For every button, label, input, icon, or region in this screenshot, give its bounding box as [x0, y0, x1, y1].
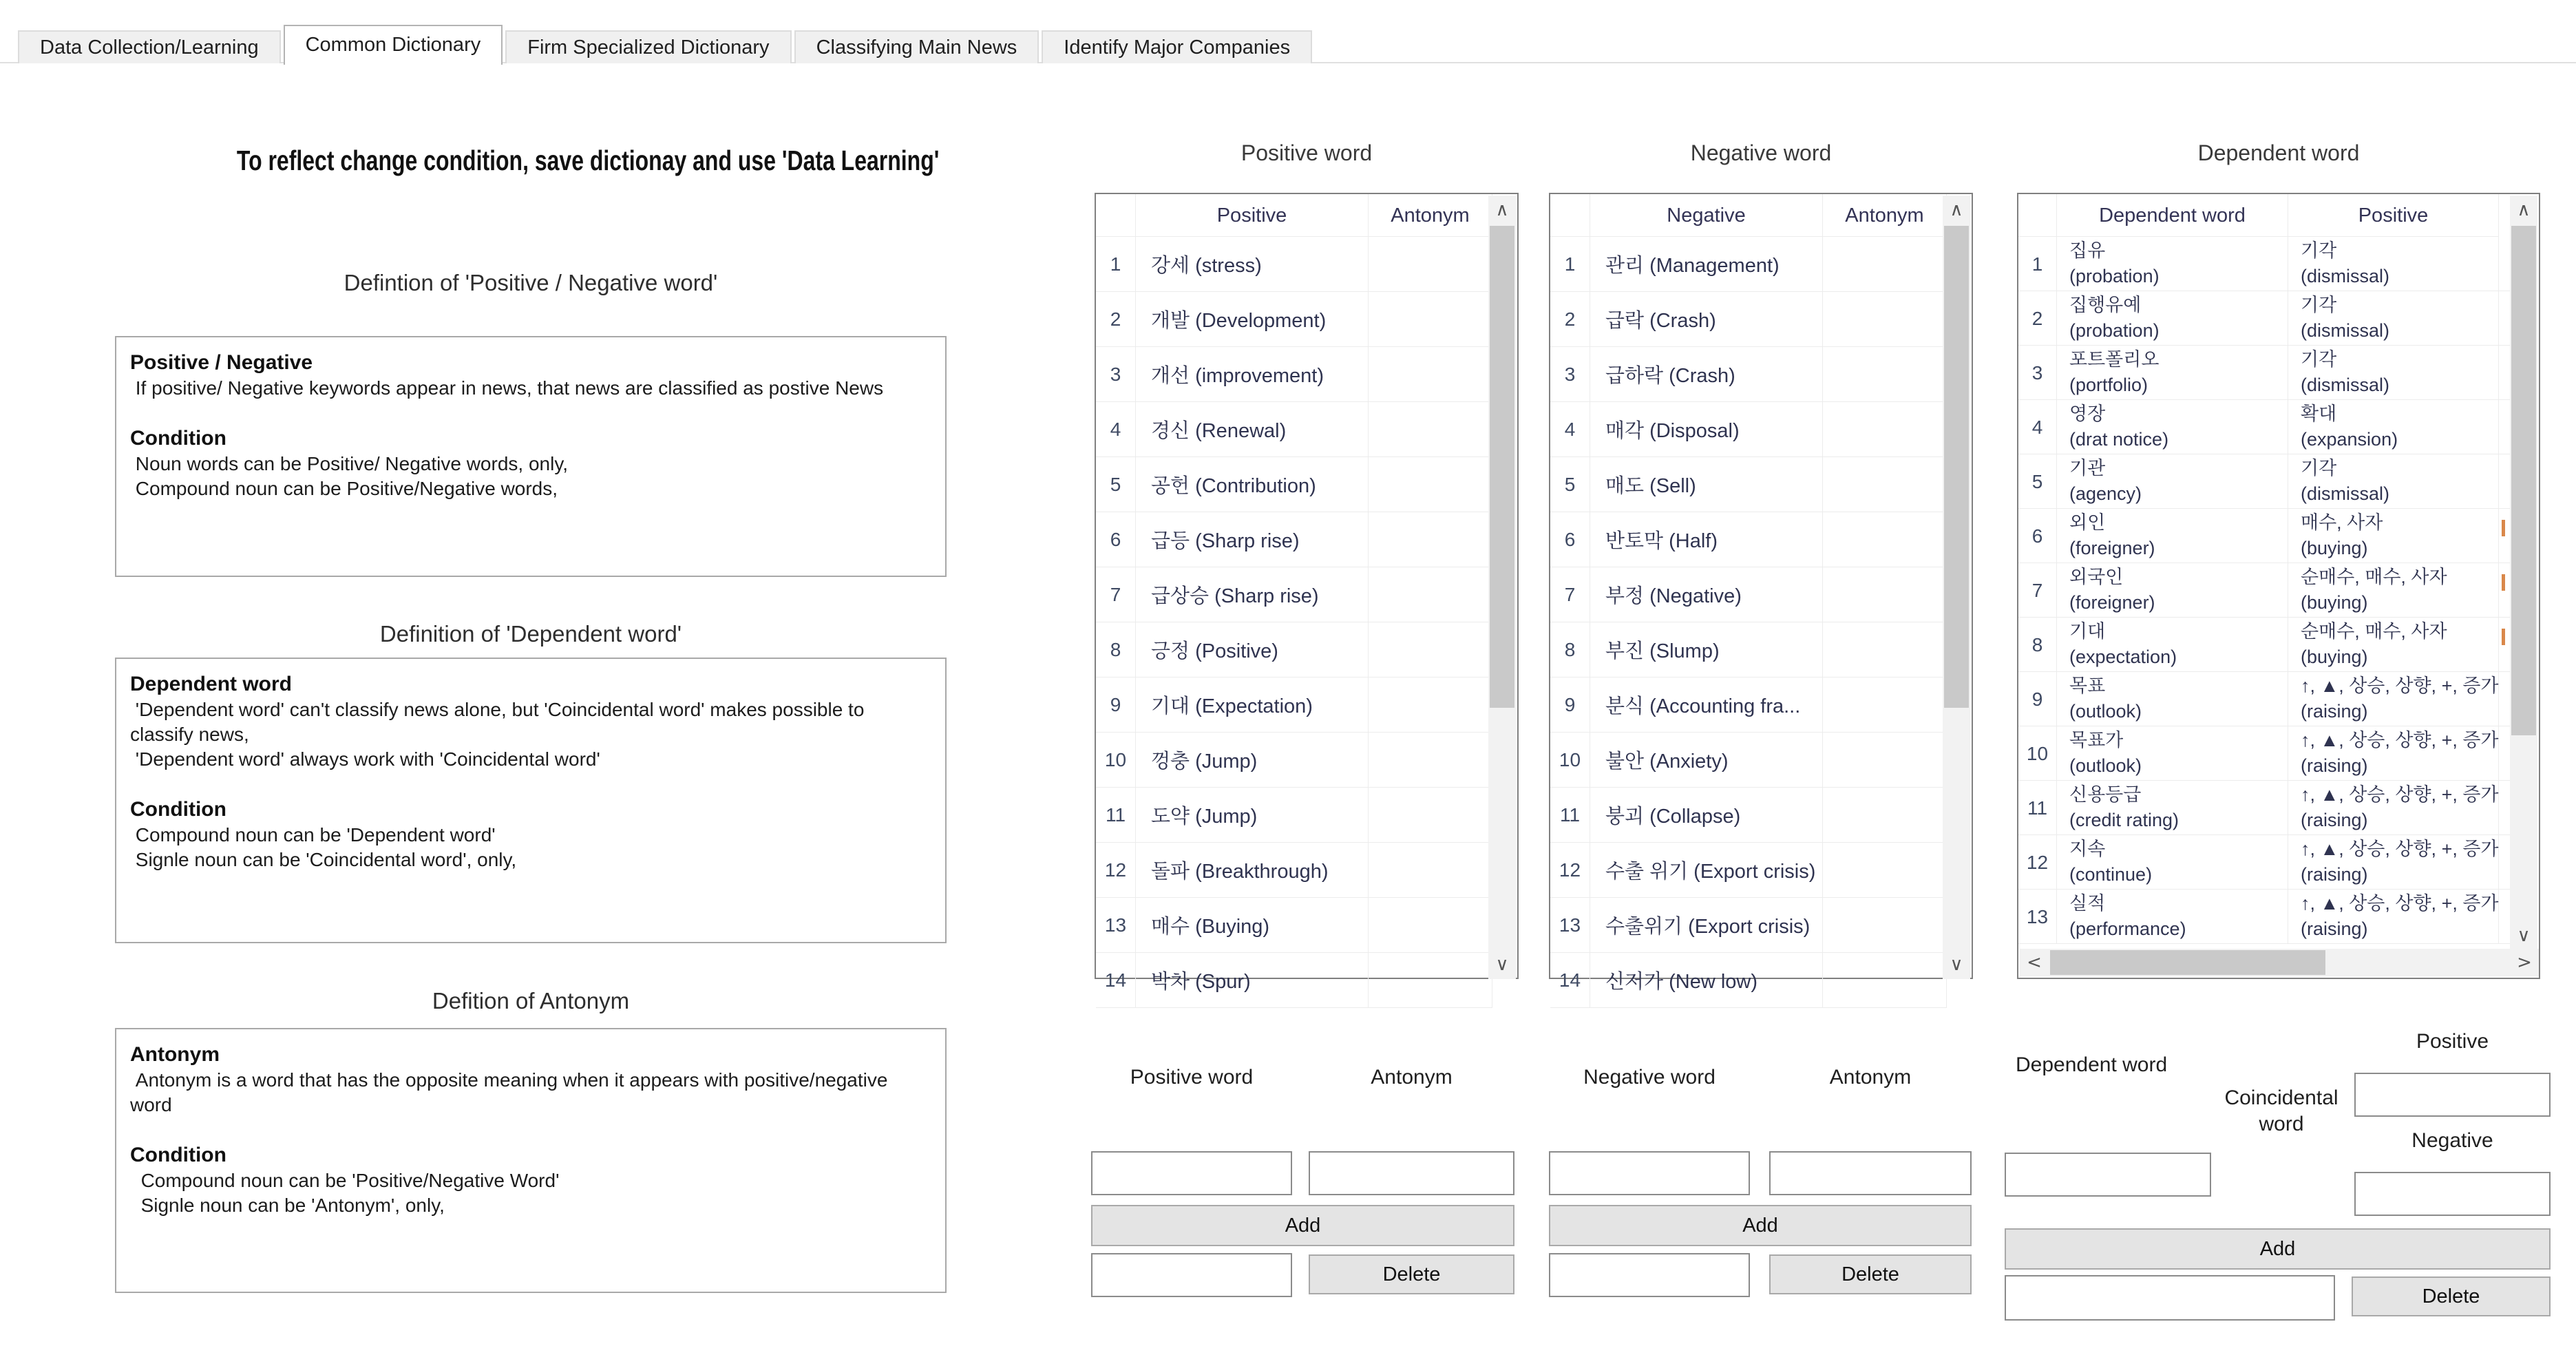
antonym-cell [1823, 622, 1947, 677]
dependent-word-panel-title: Dependent word [2197, 140, 2360, 165]
row-number-column-header[interactable] [1550, 194, 1590, 237]
row-number: 14 [1550, 953, 1590, 1008]
table-row[interactable] [1550, 237, 1972, 292]
positive-cell: 순매수, 매수, 사자 (buying) [2288, 618, 2499, 672]
positive-cell: ↑, ▲, 상승, 상향, +, 증가 (raising) [2288, 781, 2499, 835]
definition-line: Noun words can be Positive/ Negative words, only, [130, 453, 569, 474]
positive-negative-definition-box [115, 336, 947, 577]
definition-block-title: Antonym [130, 1043, 220, 1066]
scrollbar-down-button[interactable]: ∨ [1943, 950, 1970, 979]
table-row[interactable] [1096, 898, 1517, 953]
positive-cell: 확대 (expansion) [2288, 400, 2499, 454]
word-cell: 긍정 (Positive) [1136, 622, 1369, 677]
dependent-add-button[interactable]: Add [2005, 1228, 2551, 1270]
antonym-cell [1823, 898, 1947, 953]
scrollbar-up-button[interactable]: ∧ [2510, 196, 2537, 224]
definition-line: Antonym is a word that has the opposite meaning when it appears with positive/negative word [130, 1069, 894, 1115]
table-row[interactable] [1550, 512, 1972, 567]
scrollbar-up-button[interactable]: ∧ [1943, 196, 1970, 224]
antonym-cell [1369, 567, 1492, 622]
definition-line: 'Dependent word' always work with 'Coincidental word' [130, 748, 600, 770]
antonym-cell [1369, 843, 1492, 898]
table-row[interactable] [2018, 618, 2539, 672]
antonym-definition-heading: Defition of Antonym [432, 988, 630, 1013]
negative-column-header[interactable]: Negative [1590, 194, 1823, 237]
row-number: 1 [1096, 237, 1136, 292]
word-cell: 부진 (Slump) [1590, 622, 1823, 677]
definition-block-title: Condition [130, 1144, 226, 1166]
word-cell: 분식 (Accounting fra... [1590, 677, 1823, 733]
word-cell: 급상승 (Sharp rise) [1136, 567, 1369, 622]
word-cell: 개선 (improvement) [1136, 347, 1369, 402]
antonym-cell [1823, 788, 1947, 843]
row-number: 9 [2018, 672, 2057, 726]
dependent-positive-input[interactable] [2354, 1073, 2551, 1117]
antonym-cell [1369, 677, 1492, 733]
scrollbar-thumb[interactable] [1944, 226, 1969, 708]
definition-block-title: Condition [130, 798, 226, 821]
positive-cell: 매수, 사자 (buying) [2288, 509, 2499, 563]
row-number: 14 [1096, 953, 1136, 1008]
dependent-word-cell: 영장 (drat notice) [2057, 400, 2288, 454]
row-number-column-header[interactable] [1096, 194, 1136, 237]
row-number: 11 [2018, 781, 2057, 835]
positive-cell: 기각 (dismissal) [2288, 291, 2499, 346]
table-row[interactable] [1550, 733, 1972, 788]
row-number: 8 [2018, 618, 2057, 672]
antonym-cell [1823, 843, 1947, 898]
row-number: 12 [2018, 835, 2057, 890]
word-cell: 강세 (stress) [1136, 237, 1369, 292]
word-cell: 돌파 (Breakthrough) [1136, 843, 1369, 898]
table-row[interactable] [1550, 457, 1972, 512]
positive-word-input[interactable] [1091, 1151, 1292, 1195]
scrollbar-right-button[interactable]: > [2510, 949, 2539, 976]
table-row[interactable] [1550, 843, 1972, 898]
dependent-word-cell: 외국인 (foreigner) [2057, 563, 2288, 618]
dependent-negative-form-label: Negative [2411, 1129, 2493, 1152]
scrollbar-up-button[interactable]: ∧ [1488, 196, 1516, 224]
positive-column-header[interactable]: Positive [2288, 194, 2499, 237]
dependent-word-cell: 지속 (continue) [2057, 835, 2288, 890]
tab-identify-major-companies[interactable]: Identify Major Companies [1042, 30, 1312, 63]
row-number: 5 [1096, 457, 1136, 512]
row-number: 4 [2018, 400, 2057, 454]
antonym-cell [1823, 512, 1947, 567]
positive-cell: 순매수, 매수, 사자 (buying) [2288, 563, 2499, 618]
antonym-cell [1369, 512, 1492, 567]
antonym-cell [1369, 237, 1492, 292]
antonym-cell [1823, 402, 1947, 457]
word-cell: 개발 (Development) [1136, 292, 1369, 347]
scrollbar-down-button[interactable]: ∨ [1488, 950, 1516, 979]
definition-line: If positive/ Negative keywords appear in news, that news are classified as postive News [130, 377, 884, 399]
row-number-column-header[interactable] [2018, 194, 2057, 237]
scrollbar-thumb[interactable] [2050, 950, 2325, 975]
scrollbar-left-button[interactable]: < [2020, 949, 2049, 976]
word-cell: 경신 (Renewal) [1136, 402, 1369, 457]
dependent-positive-form-label: Positive [2416, 1030, 2489, 1053]
antonym-cell [1823, 733, 1947, 788]
definition-line: Signle noun can be 'Coincidental word', only, [130, 849, 517, 870]
table-row[interactable] [2018, 781, 2539, 835]
positive-delete-button[interactable]: Delete [1309, 1254, 1514, 1294]
definition-block-title: Dependent word [130, 673, 293, 695]
scrollbar-thumb[interactable] [2511, 226, 2536, 735]
row-number: 5 [1550, 457, 1590, 512]
positive-table-rows [1096, 237, 1517, 1008]
word-cell: 도약 (Jump) [1136, 788, 1369, 843]
vertical-scrollbar[interactable] [2510, 196, 2537, 950]
table-row[interactable] [2018, 237, 2539, 291]
antonym-cell [1369, 898, 1492, 953]
dependent-word-cell: 집유 (probation) [2057, 237, 2288, 291]
table-row[interactable] [2018, 454, 2539, 509]
row-number: 2 [1550, 292, 1590, 347]
row-number: 2 [1096, 292, 1136, 347]
table-row[interactable] [2018, 890, 2539, 944]
positive-cell: ↑, ▲, 상승, 상향, +, 증가 (raising) [2288, 726, 2499, 781]
row-number: 10 [1550, 733, 1590, 788]
dependent-word-table [2017, 193, 2540, 979]
row-number: 6 [1096, 512, 1136, 567]
table-row[interactable] [1550, 402, 1972, 457]
positive-cell: ↑, ▲, 상승, 상향, +, 증가 (raising) [2288, 672, 2499, 726]
tab-common-dictionary[interactable]: Common Dictionary [284, 25, 503, 65]
table-row[interactable] [2018, 672, 2539, 726]
word-cell: 급등 (Sharp rise) [1136, 512, 1369, 567]
definition-line: Compound noun can be 'Positive/Negative Word' [130, 1170, 560, 1191]
vertical-scrollbar[interactable] [1488, 196, 1516, 979]
row-number: 3 [2018, 346, 2057, 400]
spacer [130, 772, 931, 797]
row-number: 9 [1550, 677, 1590, 733]
definition-line: Compound noun can be Positive/Negative words, [130, 478, 558, 499]
row-number: 10 [2018, 726, 2057, 781]
instruction-banner: To reflect change condition, save dictionay and use 'Data Learning' [236, 145, 940, 176]
spacer [130, 1117, 931, 1142]
positive-table-header [1096, 194, 1517, 237]
positive-column-header[interactable]: Positive [1136, 194, 1369, 237]
row-number: 7 [1550, 567, 1590, 622]
row-number: 3 [1096, 347, 1136, 402]
table-row[interactable] [1096, 677, 1517, 733]
scrollbar-thumb[interactable] [1490, 226, 1514, 708]
word-cell: 박차 (Spur) [1136, 953, 1369, 1008]
table-row[interactable] [1096, 733, 1517, 788]
table-row[interactable] [1096, 788, 1517, 843]
table-row[interactable] [1550, 292, 1972, 347]
table-row[interactable] [1550, 953, 1972, 1008]
vertical-scrollbar[interactable] [1943, 196, 1970, 979]
row-number: 8 [1550, 622, 1590, 677]
antonym-cell [1369, 622, 1492, 677]
table-row[interactable] [1096, 347, 1517, 402]
dependent-word-input[interactable] [2005, 1153, 2211, 1197]
horizontal-scrollbar[interactable] [2020, 949, 2539, 976]
negative-word-panel-title: Negative word [1690, 140, 1832, 165]
antonym-definition-box [115, 1028, 947, 1293]
word-cell: 급하락 (Crash) [1590, 347, 1823, 402]
antonym-column-header[interactable]: Antonym [1369, 194, 1492, 237]
scrollbar-down-button[interactable]: ∨ [2510, 921, 2537, 950]
negative-table-rows [1550, 237, 1972, 1008]
positive-delete-input[interactable] [1091, 1253, 1292, 1297]
table-row[interactable] [1550, 677, 1972, 733]
row-number: 3 [1550, 347, 1590, 402]
antonym-cell [1369, 788, 1492, 843]
row-number: 12 [1550, 843, 1590, 898]
positive-add-button[interactable]: Add [1091, 1205, 1514, 1246]
negative-word-input[interactable] [1549, 1151, 1750, 1195]
word-cell: 급락 (Crash) [1590, 292, 1823, 347]
word-cell: 수출 위기 (Export crisis) [1590, 843, 1823, 898]
antonym-cell [1369, 733, 1492, 788]
antonym-cell [1369, 402, 1492, 457]
antonym-cell [1369, 457, 1492, 512]
table-row[interactable] [2018, 291, 2539, 346]
word-cell: 껑충 (Jump) [1136, 733, 1369, 788]
table-row[interactable] [1096, 567, 1517, 622]
dependent-word-cell: 목표가 (outlook) [2057, 726, 2288, 781]
row-number: 5 [2018, 454, 2057, 509]
row-number: 4 [1096, 402, 1136, 457]
word-cell: 매도 (Sell) [1590, 457, 1823, 512]
positive-word-form-label: Positive word [1130, 1066, 1254, 1089]
row-number: 10 [1096, 733, 1136, 788]
row-number: 6 [1550, 512, 1590, 567]
table-row[interactable] [2018, 563, 2539, 618]
negative-word-table [1549, 193, 1973, 993]
negative-table-header [1550, 194, 1972, 237]
dependent-delete-button[interactable]: Delete [2352, 1276, 2551, 1316]
dependent-negative-input[interactable] [2354, 1172, 2551, 1216]
table-row[interactable] [1096, 843, 1517, 898]
coincidental-word-form-label: Coincidental word [2224, 1086, 2339, 1135]
table-row[interactable] [1550, 788, 1972, 843]
row-number: 7 [1096, 567, 1136, 622]
definition-line: Signle noun can be 'Antonym', only, [130, 1195, 445, 1216]
row-number: 1 [1550, 237, 1590, 292]
positive-word-panel-title: Positive word [1241, 140, 1373, 165]
antonym-cell [1823, 677, 1947, 733]
antonym-cell [1823, 237, 1947, 292]
word-cell: 매각 (Disposal) [1590, 402, 1823, 457]
table-row[interactable] [1096, 292, 1517, 347]
word-cell: 관리 (Management) [1590, 237, 1823, 292]
table-row[interactable] [1096, 953, 1517, 1008]
definition-line: Compound noun can be 'Dependent word' [130, 824, 496, 845]
word-cell: 불안 (Anxiety) [1590, 733, 1823, 788]
antonym-cell [1369, 347, 1492, 402]
row-number: 6 [2018, 509, 2057, 563]
tab-strip [18, 25, 1315, 63]
positive-cell: 기각 (dismissal) [2288, 454, 2499, 509]
tab-data-collection-learning[interactable]: Data Collection/Learning [18, 30, 281, 63]
negative-word-form-label: Negative word [1583, 1066, 1715, 1089]
positive-cell: ↑, ▲, 상승, 상향, +, 증가 (raising) [2288, 890, 2499, 944]
dependent-word-definition-heading: Definition of 'Dependent word' [379, 621, 682, 647]
negative-antonym-input[interactable] [1769, 1151, 1972, 1195]
definition-block-title: Positive / Negative [130, 351, 313, 374]
definition-line: 'Dependent word' can't classify news alone, but 'Coincidental word' makes possible to classify news, [130, 699, 875, 745]
row-number: 11 [1550, 788, 1590, 843]
dependent-word-cell: 기관 (agency) [2057, 454, 2288, 509]
row-number: 13 [1096, 898, 1136, 953]
antonym-cell [1823, 457, 1947, 512]
table-row[interactable] [1096, 402, 1517, 457]
word-cell: 붕괴 (Collapse) [1590, 788, 1823, 843]
table-row[interactable] [1096, 622, 1517, 677]
table-row[interactable] [1550, 622, 1972, 677]
table-row[interactable] [1096, 512, 1517, 567]
positive-antonym-form-label: Antonym [1371, 1066, 1453, 1089]
negative-add-button[interactable]: Add [1549, 1205, 1972, 1246]
tab-firm-specialized-dictionary[interactable]: Firm Specialized Dictionary [505, 30, 791, 63]
row-number: 13 [2018, 890, 2057, 944]
positive-antonym-input[interactable] [1309, 1151, 1514, 1195]
table-row[interactable] [1550, 567, 1972, 622]
word-cell: 매수 (Buying) [1136, 898, 1369, 953]
row-number: 9 [1096, 677, 1136, 733]
antonym-cell [1823, 292, 1947, 347]
antonym-cell [1823, 567, 1947, 622]
word-cell: 부정 (Negative) [1590, 567, 1823, 622]
dependent-table-header [2018, 194, 2539, 237]
row-number: 8 [1096, 622, 1136, 677]
word-cell: 수출위기 (Export crisis) [1590, 898, 1823, 953]
dependent-word-cell: 신용등급 (credit rating) [2057, 781, 2288, 835]
antonym-column-header[interactable]: Antonym [1823, 194, 1947, 237]
dependent-delete-input[interactable] [2005, 1275, 2335, 1321]
antonym-cell [1823, 953, 1947, 1008]
table-row[interactable] [2018, 509, 2539, 563]
dependent-word-column-header[interactable]: Dependent word [2057, 194, 2288, 237]
dependent-word-cell: 기대 (expectation) [2057, 618, 2288, 672]
dependent-word-cell: 포트폴리오 (portfolio) [2057, 346, 2288, 400]
positive-word-table [1095, 193, 1519, 993]
positive-negative-definition-heading: Defintion of 'Positive / Negative word' [344, 270, 718, 295]
table-row[interactable] [2018, 835, 2539, 890]
negative-antonym-form-label: Antonym [1829, 1066, 1912, 1089]
negative-delete-button[interactable]: Delete [1769, 1254, 1972, 1294]
row-number: 13 [1550, 898, 1590, 953]
antonym-cell [1369, 953, 1492, 1008]
row-number: 2 [2018, 291, 2057, 346]
dependent-word-definition-box [115, 658, 947, 943]
table-row[interactable] [1550, 347, 1972, 402]
row-number: 11 [1096, 788, 1136, 843]
dependent-word-cell: 집행유예 (probation) [2057, 291, 2288, 346]
positive-cell: ↑, ▲, 상승, 상향, +, 증가 (raising) [2288, 835, 2499, 890]
dependent-word-cell: 목표 (outlook) [2057, 672, 2288, 726]
negative-delete-input[interactable] [1549, 1253, 1750, 1297]
dependent-word-cell: 외인 (foreigner) [2057, 509, 2288, 563]
tab-classifying-main-news[interactable]: Classifying Main News [794, 30, 1039, 63]
table-row[interactable] [1096, 237, 1517, 292]
word-cell: 신저가 (New low) [1590, 953, 1823, 1008]
row-number: 1 [2018, 237, 2057, 291]
table-row[interactable] [1096, 457, 1517, 512]
spacer [130, 401, 931, 425]
table-row[interactable] [2018, 400, 2539, 454]
row-number: 7 [2018, 563, 2057, 618]
antonym-cell [1369, 292, 1492, 347]
word-cell: 반토막 (Half) [1590, 512, 1823, 567]
row-number: 4 [1550, 402, 1590, 457]
word-cell: 공헌 (Contribution) [1136, 457, 1369, 512]
table-row[interactable] [2018, 346, 2539, 400]
word-cell: 기대 (Expectation) [1136, 677, 1369, 733]
table-row[interactable] [2018, 726, 2539, 781]
dependent-word-form-label: Dependent word [2016, 1053, 2168, 1076]
positive-cell: 기각 (dismissal) [2288, 237, 2499, 291]
dependent-table-rows [2018, 237, 2539, 944]
row-number: 12 [1096, 843, 1136, 898]
antonym-cell [1823, 347, 1947, 402]
positive-cell: 기각 (dismissal) [2288, 346, 2499, 400]
dependent-word-cell: 실적 (performance) [2057, 890, 2288, 944]
table-row[interactable] [1550, 898, 1972, 953]
definition-block-title: Condition [130, 427, 226, 450]
